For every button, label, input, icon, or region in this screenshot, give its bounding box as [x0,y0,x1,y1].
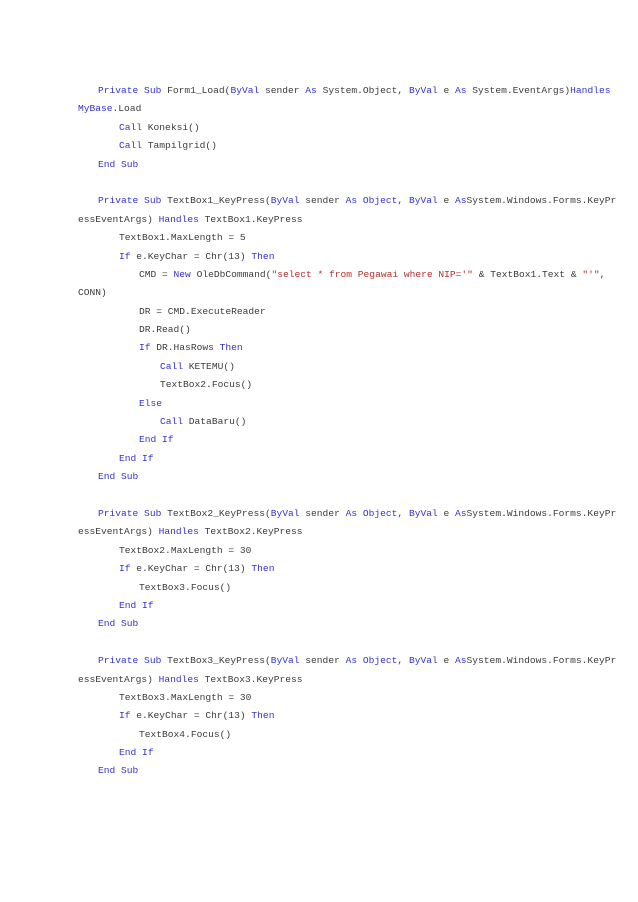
code-line [0,413,638,431]
code-token: sender [259,85,306,96]
code-token: TextBox3.MaxLength = 30 [119,691,252,703]
keyword-token: End Sub [98,471,139,483]
code-line [0,450,638,468]
code-token: sender [299,195,346,207]
code-token: TextBox4.Focus() [139,728,232,740]
code-token: DR.Read() [139,324,191,336]
code-token: sender [299,655,346,667]
code-token: , [397,195,409,207]
keyword-token: ByVal [408,195,438,207]
keyword-token: End If [119,452,154,464]
code-line [0,100,638,118]
code-line [0,137,638,155]
keyword-token: ByVal [408,85,438,96]
keyword-token: Call [119,121,143,133]
code-line [0,523,638,541]
code-line [0,358,638,376]
code-token: , [397,507,409,519]
keyword-token: As [345,507,358,519]
code-token: TextBox3.KeyPress [198,673,303,685]
code-line [0,505,638,523]
code-token: essEventArgs) [78,526,159,538]
blank-line [0,487,638,505]
code-token: e [437,507,456,519]
code-token: e.KeyChar = Chr(13) [130,710,252,722]
string-token: "select * from Pegawai where NIP='" [271,268,473,280]
keyword-token: ByVal [270,655,300,667]
code-token: essEventArgs) [78,673,159,685]
keyword-token: New [173,268,191,280]
code-line [0,707,638,725]
code-token: TextBox1_KeyPress( [167,195,271,207]
code-token: System.Windows.Forms.KeyPr [466,195,617,207]
keyword-token: Call [160,416,184,428]
keyword-token: Object [362,507,398,519]
code-token: System.Windows.Forms.KeyPr [466,507,617,519]
code-token: System.Object, [316,85,409,96]
code-token: System.EventArgs) [466,85,571,96]
code-line [0,744,638,762]
code-token: , [599,268,606,280]
code-token: System.Windows.Forms.KeyPr [466,655,617,667]
code-token: CMD = [139,268,174,280]
keyword-token: Handles [158,213,199,225]
code-token: e.KeyChar = Chr(13) [130,563,252,575]
keyword-token: End If [119,599,154,611]
keyword-token: End Sub [98,765,139,777]
code-line [0,192,638,210]
code-line [0,597,638,615]
keyword-token: Private Sub [98,195,168,207]
code-line [0,266,638,284]
code-line [0,376,638,394]
keyword-token: End Sub [98,158,139,170]
code-token: CONN) [78,287,107,299]
code-line [0,156,638,174]
code-token: essEventArgs) [78,213,159,225]
code-line [0,303,638,321]
keyword-token: ByVal [230,85,260,96]
code-token: DataBaru() [183,416,247,428]
keyword-token: ByVal [408,655,438,667]
code-line [0,615,638,633]
code-line [0,726,638,744]
code-token: TextBox3.Focus() [139,581,232,593]
keyword-token: MyBase [78,103,113,115]
keyword-token: As [455,507,467,519]
keyword-token: Object [362,195,398,207]
keyword-token: Private Sub [98,655,168,667]
code-token: e [437,195,456,207]
code-token: DR.HasRows [150,342,220,354]
keyword-token: ByVal [270,507,300,519]
keyword-token: Call [119,140,143,152]
keyword-token: Else [139,397,163,409]
keyword-token: If [139,342,151,354]
code-token: , [397,655,409,667]
keyword-token: As [455,195,467,207]
keyword-token: As [345,655,358,667]
keyword-token: Then [251,710,275,722]
code-token: e [437,85,456,96]
keyword-token: Call [160,360,184,372]
code-line [0,211,638,229]
code-line [0,82,638,100]
code-token: TextBox3_KeyPress( [167,655,271,667]
code-token: DR = CMD.ExecuteReader [139,305,266,317]
code-token: TextBox1.MaxLength = 5 [119,232,246,244]
keyword-token: Then [251,250,275,262]
keyword-token: Private Sub [98,507,168,519]
keyword-token: If [119,250,131,262]
code-line [0,468,638,486]
keyword-token: Handles [570,85,611,96]
code-token: TextBox2.MaxLength = 30 [119,544,252,556]
code-token: .Load [112,103,142,115]
keyword-token: Object [362,655,398,667]
code-token: TextBox2_KeyPress( [167,507,271,519]
code-token: KETEMU() [183,360,235,372]
code-line [0,119,638,137]
code-token: Form1_Load( [167,85,231,96]
keyword-token: End If [119,747,154,759]
code-token: e [437,655,456,667]
code-token: & TextBox1.Text & [472,268,583,280]
keyword-token: End Sub [98,618,139,630]
code-line [0,248,638,266]
code-token: Tampilgrid() [142,140,217,152]
keyword-token: ByVal [408,507,438,519]
keyword-token: Private Sub [98,85,168,96]
keyword-token: Then [251,563,275,575]
code-token: OleDbCommand( [190,268,272,280]
blank-line [0,634,638,652]
code-line [0,395,638,413]
keyword-token: Then [219,342,243,354]
code-line [0,321,638,339]
code-token: TextBox2.Focus() [160,379,253,391]
keyword-token: As [455,85,467,96]
keyword-token: As [305,85,317,96]
code-line [0,560,638,578]
keyword-token: Handles [158,673,199,685]
code-line [0,671,638,689]
keyword-token: As [345,195,358,207]
keyword-token: If [119,563,131,575]
code-line [0,762,638,780]
code-line [0,229,638,247]
code-token: Koneksi() [142,121,200,133]
code-token: TextBox2.KeyPress [198,526,303,538]
code-token: sender [299,507,346,519]
blank-line [0,174,638,192]
code-line [0,579,638,597]
keyword-token: As [455,655,467,667]
keyword-token: If [119,710,131,722]
keyword-token: Handles [158,526,199,538]
string-token: "'" [582,268,600,280]
code-line [0,689,638,707]
keyword-token: ByVal [270,195,300,207]
code-line [0,431,638,449]
code-line [0,542,638,560]
code-token: e.KeyChar = Chr(13) [130,250,252,262]
code-line [0,284,638,302]
code-line [0,652,638,670]
code-listing [0,82,638,781]
code-line [0,339,638,357]
code-token: TextBox1.KeyPress [198,213,303,225]
keyword-token: End If [139,434,174,446]
